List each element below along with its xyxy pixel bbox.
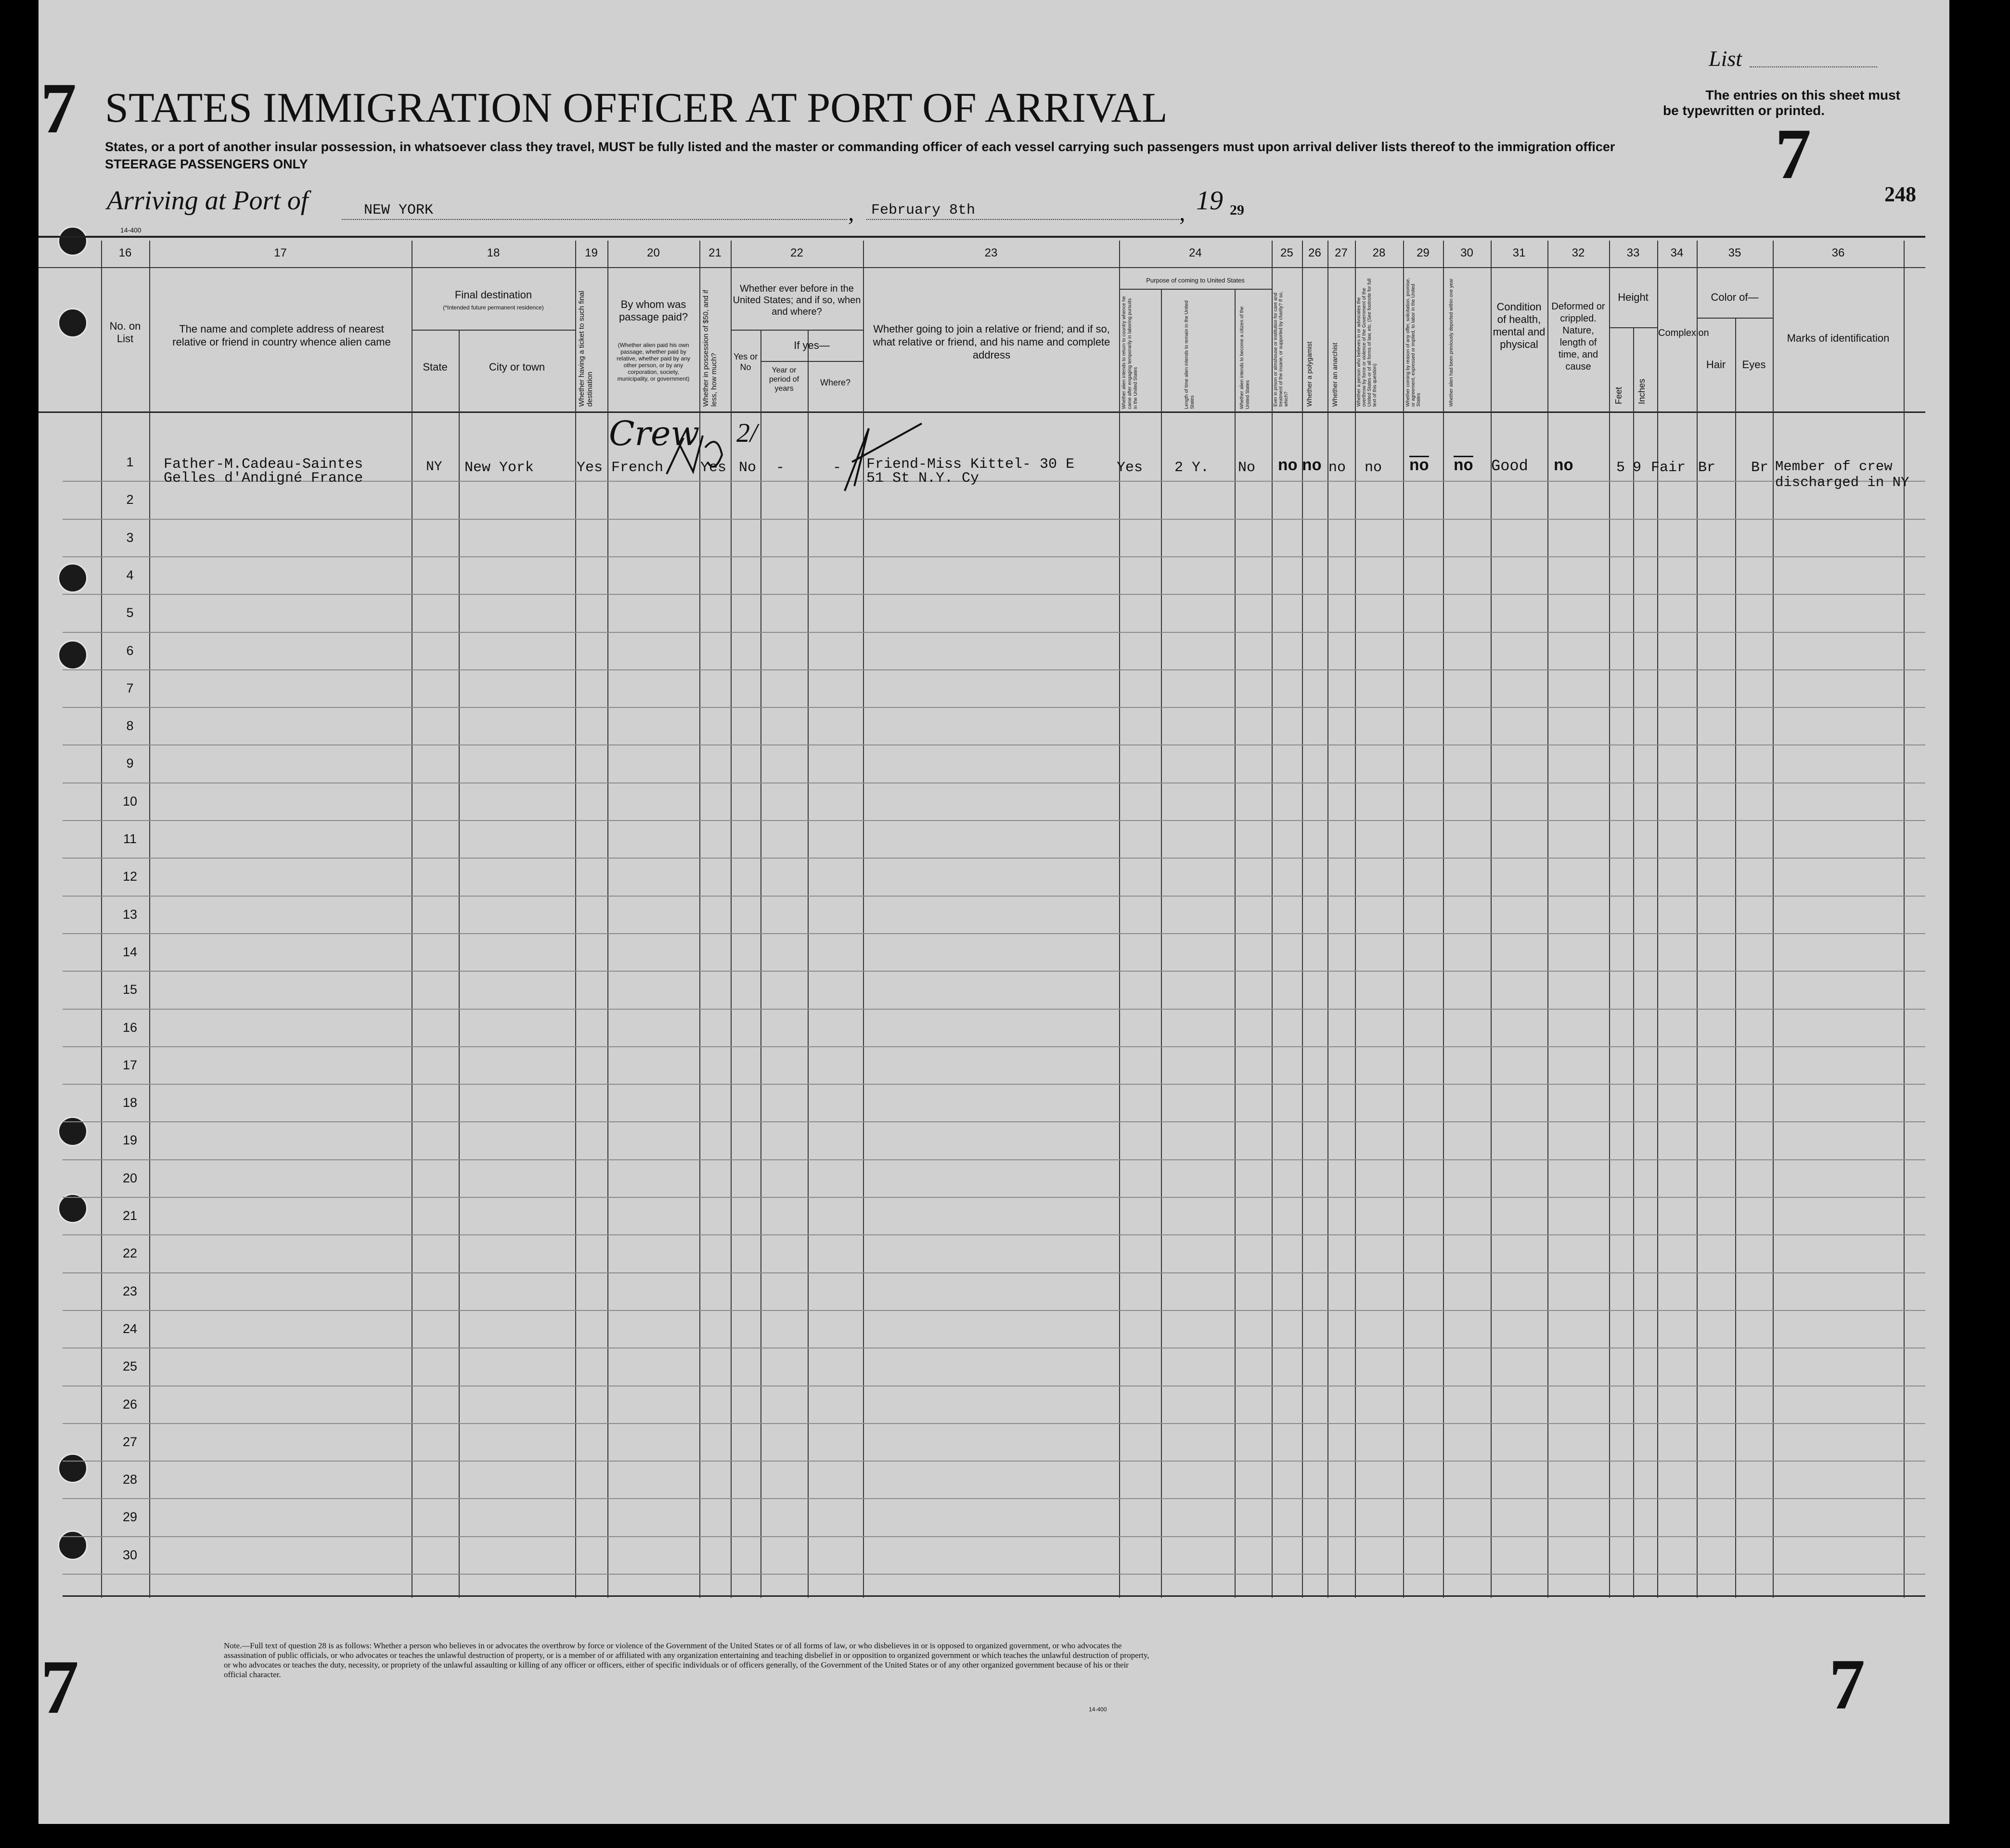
row-number: 30 (122, 1548, 138, 1562)
column-number: 23 (984, 246, 998, 259)
entry-possession-50: Yes (700, 460, 727, 476)
col-divider (1735, 318, 1736, 1598)
header-length-stay: Length of time alien intends to remain in the United States (1184, 300, 1195, 409)
header-passage-paid-note: (Whether alien paid his own passage, whether paid by relative, whether paid by any other person, or by any corporation, society, municipality, or government) (617, 342, 690, 382)
entry-handwritten-crew: Crew (609, 414, 700, 453)
row-number: 11 (123, 832, 137, 846)
instructions-line1: States, or a port of another insular possession, in whatsoever class they travel, MUST be fully listed and the master or commanding officer of each vessel carrying such passengers must upon arrival deliver lists thereof to the immigration officer (105, 140, 1615, 154)
row-rule (63, 1084, 1925, 1085)
year-prefix: 19 (1196, 186, 1223, 216)
row-number: 24 (122, 1322, 138, 1336)
col-divider (1272, 241, 1273, 1598)
row-rule (63, 820, 1925, 821)
entry-relative-line1: Father-M.Cadeau-Saintes (164, 456, 363, 473)
row-number: 5 (126, 605, 134, 620)
footer-right-numeral: 7 (1829, 1644, 1865, 1724)
footer-left-numeral: 7 (40, 1644, 79, 1730)
column-number: 16 (118, 246, 132, 259)
subheader-rule (1697, 318, 1773, 319)
punch-hole (58, 1530, 88, 1560)
header-bottom-rule (39, 411, 1925, 413)
row-rule (63, 594, 1925, 595)
header-nearest-relative: The name and complete address of nearest relative or friend in country whence alien came (172, 323, 391, 348)
punch-hole (58, 563, 88, 593)
entry-city: New York (464, 460, 534, 476)
list-number: 7 (1775, 114, 1811, 194)
row-number: 7 (126, 681, 134, 695)
punch-hole (58, 1453, 88, 1483)
row-rule (63, 1461, 1925, 1462)
column-number: 25 (1280, 246, 1293, 259)
header-ever-before: Whether ever before in the United States; and if so, when and where? (733, 283, 861, 317)
row-rule (63, 933, 1925, 934)
row-number: 8 (126, 719, 134, 733)
col-divider (459, 330, 460, 1598)
col-divider (149, 241, 150, 1598)
column-number: 27 (1335, 246, 1348, 259)
header-yes-no: Yes or No (733, 352, 758, 372)
entry-inches: 9 (1633, 460, 1642, 476)
entry-join-line2: 51 St N.Y. Cy (866, 470, 979, 487)
column-number: 17 (274, 246, 287, 259)
entry-join-line1: Friend-Miss Kittel- 30 E (866, 456, 1075, 473)
punch-hole (58, 1194, 88, 1223)
row-number: 18 (122, 1095, 138, 1110)
col-divider (1355, 241, 1356, 1598)
entry-relative-line2: Gelles d'Andigné France (164, 470, 363, 487)
header-eyes: Eyes (1742, 359, 1766, 371)
row-rule (63, 707, 1925, 708)
entry-polygamist: no (1302, 457, 1322, 475)
header-marks: Marks of identification (1787, 332, 1890, 344)
typewritten-note-1: The entries on this sheet must (1705, 88, 1900, 103)
header-possession-50: Whether in possession of $50, and if less, how much? (702, 290, 718, 407)
comma: , (848, 199, 854, 226)
row-number: 9 (126, 756, 134, 770)
form-number: 14-400 (120, 226, 142, 234)
col-divider (1633, 327, 1634, 1598)
col-divider (1904, 241, 1905, 1598)
row-number: 27 (122, 1435, 138, 1449)
row-number: 16 (122, 1020, 138, 1035)
page-title: STATES IMMIGRATION OFFICER AT PORT OF ARRIVAL (105, 85, 1168, 131)
entry-offer-labor: $\overline{no}$ (1409, 457, 1429, 475)
header-if-yes: If yes— (794, 339, 830, 351)
row-number: 14 (122, 945, 138, 959)
column-number: 24 (1189, 246, 1202, 259)
entry-ever-before: No (739, 460, 757, 476)
comma: , (1179, 199, 1185, 226)
row-rule (63, 744, 1925, 745)
header-polygamist: Whether a polygamist (1305, 341, 1313, 407)
column-number: 28 (1372, 246, 1386, 259)
row-number: 23 (122, 1284, 138, 1298)
row-rule (63, 556, 1925, 557)
entry-marks-line1: Member of crew (1775, 459, 1893, 475)
row-rule (63, 1009, 1925, 1010)
row-rule (63, 858, 1925, 859)
column-number: 26 (1308, 246, 1321, 259)
header-color-of: Color of— (1711, 291, 1759, 303)
entry-ticket: Yes (577, 460, 603, 476)
col-divider (1403, 241, 1404, 1598)
typewritten-note-2: be typewritten or printed. (1663, 103, 1825, 118)
subheader-rule (760, 361, 863, 362)
row-rule (63, 1234, 1925, 1235)
header-offer-labor: Whether coming by reason of any offer, solicitation, promise, or agreement, expressed or implied, to labor in the United States (1405, 278, 1421, 407)
entry-length-stay: 2 Y. (1174, 460, 1210, 476)
list-line (1750, 66, 1877, 67)
col-divider (607, 241, 608, 1598)
row-number: 25 (122, 1359, 138, 1373)
entry-prison: no (1278, 457, 1298, 475)
col-divider (1657, 241, 1658, 1598)
col-divider (101, 241, 102, 1598)
table-top-rule (39, 236, 1925, 238)
row-number: 29 (122, 1510, 138, 1524)
punch-hole (58, 226, 88, 256)
row-number: 1 (126, 455, 134, 469)
entry-return-intent: Yes (1117, 460, 1143, 476)
column-number: 22 (790, 246, 803, 259)
entry-complexion: Fair (1651, 460, 1686, 476)
column-number: 29 (1417, 246, 1430, 259)
header-height: Height (1618, 291, 1649, 303)
col-divider (1547, 241, 1548, 1598)
header-prison: Ever in prison or almshouse or institution for care and treatment of the insane, or supported by charity? If so, which? (1273, 291, 1289, 407)
arriving-label: Arriving at Port of (107, 186, 309, 216)
punch-hole (58, 640, 88, 670)
row-number: 2 (126, 492, 134, 507)
entry-anarchist: no (1328, 460, 1346, 476)
header-deported: Whether alien had been previously deported within one year (1449, 278, 1454, 407)
entry-deformed: no (1554, 457, 1573, 475)
row-rule (63, 1498, 1925, 1499)
subheader-rule (1119, 289, 1272, 290)
row-number: 20 (122, 1171, 138, 1185)
row-rule (63, 1159, 1925, 1160)
row-rule (63, 1536, 1925, 1537)
row-number: 13 (122, 907, 138, 922)
header-inches: Inches (1637, 378, 1647, 404)
subheader-rule (412, 330, 575, 331)
entry-deported: $\overline{no}$ (1454, 457, 1473, 475)
header-ticket: Whether having a ticket to such final destination (578, 291, 594, 407)
col-divider (1302, 241, 1303, 1598)
column-number: 30 (1460, 246, 1473, 259)
row-number: 19 (122, 1133, 138, 1147)
col-divider (575, 241, 576, 1598)
entry-citizen: No (1238, 460, 1256, 476)
col-divider (1697, 241, 1698, 1598)
entry-health: Good (1491, 457, 1528, 475)
col-divider (1773, 241, 1774, 1598)
col-divider (1161, 289, 1162, 1598)
header-final-destination-note: (*Intended future permanent residence) (443, 304, 544, 311)
row-number: 21 (122, 1208, 138, 1223)
instructions-line2: STEERAGE PASSENGERS ONLY (105, 157, 308, 171)
row-rule (63, 632, 1925, 633)
port-line (342, 219, 847, 220)
row-rule (63, 1423, 1925, 1424)
column-number: 18 (487, 246, 500, 259)
row-rule (63, 896, 1925, 897)
header-city: City or town (489, 361, 545, 373)
subheader-rule (731, 330, 863, 331)
handwritten-mark: 2/ (736, 418, 758, 448)
col-divider (808, 330, 809, 1598)
header-citizen: Whether alien intends to become a citizen of the United States (1239, 306, 1250, 409)
col-divider (1491, 241, 1492, 1598)
row-number: 15 (122, 982, 138, 997)
column-number: 34 (1670, 246, 1684, 259)
header-deformed: Deformed or crippled. Nature, length of time, and cause (1551, 301, 1605, 372)
col-divider (1443, 241, 1444, 1598)
row-number: 3 (126, 530, 134, 545)
table-bottom-rule (63, 1595, 1925, 1597)
manifest-sheet (39, 0, 1949, 1824)
column-number: 20 (647, 246, 660, 259)
col-divider (1609, 241, 1610, 1598)
entry-where: - (833, 460, 842, 476)
entry-feet: 5 (1616, 460, 1625, 476)
header-final-destination: Final destination (454, 289, 532, 301)
column-number: 35 (1728, 246, 1741, 259)
header-purpose: Purpose of coming to United States (1146, 277, 1245, 284)
row-number: 17 (122, 1058, 138, 1072)
year-suffix: 29 (1230, 202, 1244, 218)
left-edge-numeral: 7 (40, 68, 77, 148)
entry-year-period: - (776, 460, 785, 476)
column-number: 19 (585, 246, 598, 259)
header-state: State (423, 361, 448, 373)
row-number: 22 (122, 1246, 138, 1260)
row-rule (63, 1310, 1925, 1311)
header-passage-paid: By whom was passage paid? (618, 298, 688, 323)
row-rule (63, 1121, 1925, 1122)
column-number: 32 (1572, 246, 1585, 259)
entry-eyes: Br (1751, 460, 1769, 476)
header-health: Condition of health, mental and physical (1493, 301, 1546, 350)
entry-overthrow: no (1365, 460, 1382, 476)
number-row-rule (39, 267, 1925, 268)
column-number: 36 (1831, 246, 1845, 259)
entry-passage-paid: French (611, 460, 664, 476)
date-line (866, 219, 1179, 220)
entry-marks-line2: discharged in NY (1775, 475, 1909, 490)
column-number: 21 (709, 246, 722, 259)
header-complexion: Complexion (1658, 328, 1709, 338)
row-number: 28 (122, 1472, 138, 1487)
header-join-relative: Whether going to join a relative or friend; and if so, what relative or friend, and his name and complete address (873, 323, 1110, 361)
row-rule (63, 669, 1925, 670)
header-anarchist: Whether an anarchist (1331, 342, 1339, 407)
header-year-period: Year or period of years (769, 366, 799, 393)
header-where: Where? (820, 378, 851, 387)
row-rule (63, 519, 1925, 520)
port-value: NEW YORK (364, 202, 434, 218)
date-value: February 8th (871, 202, 976, 218)
footer-form-code: 14-400 (1089, 1706, 1107, 1713)
row-rule (63, 971, 1925, 972)
col-divider (1235, 289, 1236, 1598)
row-number: 26 (122, 1397, 138, 1412)
header-return-intent: Whether alien intends to return to country whence he came after engaging temporarily in laboring pursuits in the United States (1121, 296, 1138, 409)
punch-hole (58, 308, 88, 338)
column-number: 31 (1512, 246, 1526, 259)
header-overthrow: Whether a person who believes in or advocates the overthrow by force or violence of the Government of the United States or of all forms of law, etc. (See footnote for full text of this question) (1356, 278, 1378, 407)
col-divider (1327, 241, 1328, 1598)
row-rule (63, 1197, 1925, 1198)
row-rule (63, 1574, 1925, 1575)
col-divider (1119, 241, 1120, 1598)
row-number: 4 (126, 568, 134, 582)
row-rule (63, 1046, 1925, 1047)
row-rule (63, 1272, 1925, 1273)
col-divider (760, 330, 761, 1598)
row-number: 6 (126, 643, 134, 658)
row-number: 10 (122, 794, 138, 808)
row-number: 12 (122, 869, 138, 884)
subheader-rule (1609, 327, 1657, 328)
header-hair: Hair (1706, 359, 1726, 371)
column-number: 33 (1626, 246, 1640, 259)
footnote-question-28: Note.—Full text of question 28 is as follows: Whether a person who believes in or advocates the overthrow by force or violence of the Government of the United States or of all forms of law, or who disbelieves in or is opposed to organized government, or who advocates the assassination of public officials, or who advocates or teaches the unlawful destruction of property, or is a member of or affiliated with any organization entertaining and teaching disbelief in or opposition to organized government or which teaches the unlawful destruction of property, or who advocates or teaches the duty, necessity, or propriety of the unlawful assaulting or killing of any officer or officers, either of specific individuals or of officers generally, of the Government of the United States or of any other organized government because of his or their official character. (224, 1641, 1149, 1679)
entry-state: NY (426, 460, 442, 475)
list-label: List (1709, 46, 1742, 71)
page-number: 248 (1884, 182, 1916, 206)
header-feet: Feet (1614, 386, 1623, 404)
entry-hair: Br (1698, 460, 1716, 476)
header-no-on-list: No. on List (109, 320, 141, 345)
